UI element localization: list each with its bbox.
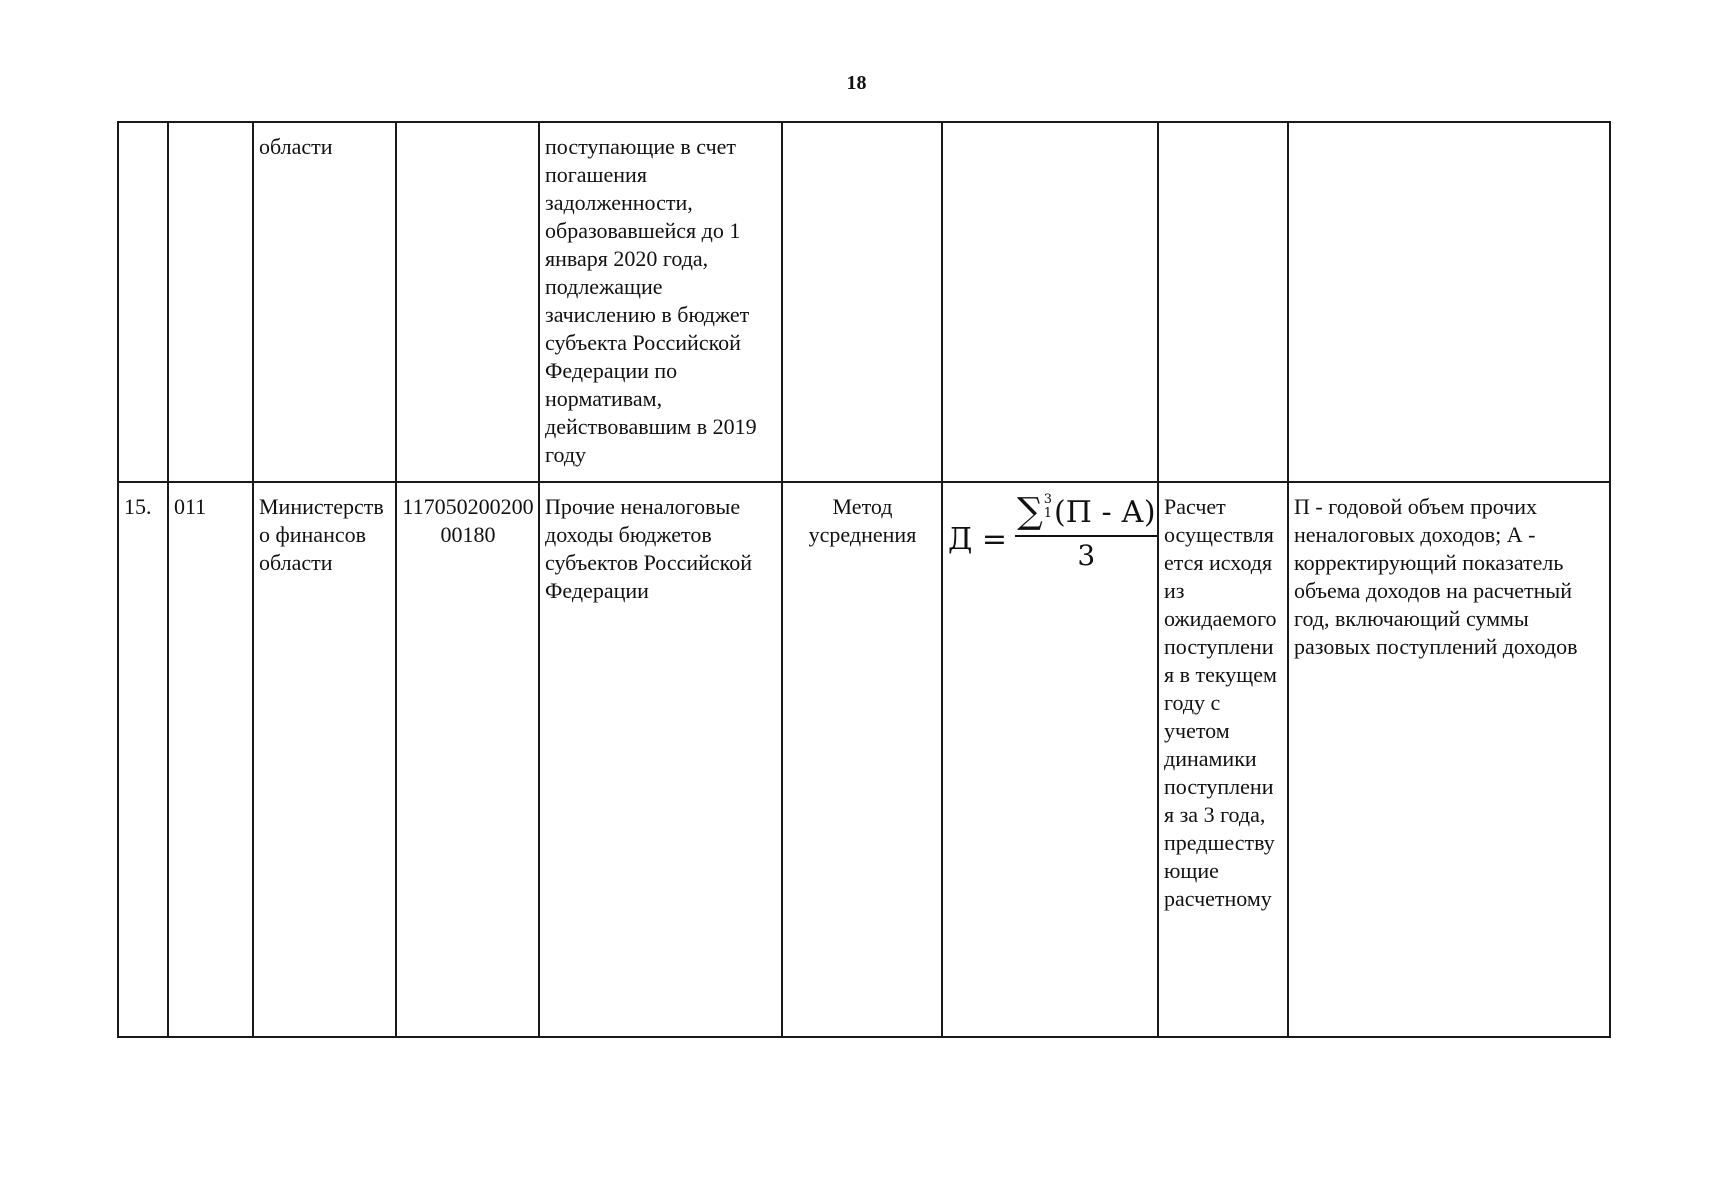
formula-lhs: Д = bbox=[948, 522, 1008, 557]
formula-denominator: 3 bbox=[1077, 539, 1096, 572]
formula-fraction bbox=[1015, 493, 1157, 573]
cell-description: П - годовой объем прочих неналоговых доходов; А - корректирующий показатель объема доходов на расчетный год, включающий суммы разовых поступлений доходов bbox=[1288, 482, 1610, 1037]
formula-expression: (П - А) bbox=[1054, 495, 1156, 530]
cell-formula bbox=[942, 482, 1158, 1037]
cell-chapter: 011 bbox=[168, 482, 253, 1037]
table-row-continuation bbox=[118, 122, 1610, 482]
cell-method: Метод усреднения bbox=[782, 482, 942, 1037]
cell-administrator: Министерство финансов области bbox=[253, 482, 396, 1037]
cell-revenue-name: поступающие в счет погашения задолженности, образовавшейся до 1 января 2020 года, подлежащие зачислению в бюджет субъекта Российской Федерации по нормативам, действовавшим в 2019 году bbox=[539, 122, 782, 482]
cell-number bbox=[118, 122, 168, 482]
sum-limits bbox=[1044, 493, 1052, 521]
cell-formula bbox=[942, 122, 1158, 482]
sigma-symbol: ∑ bbox=[1017, 491, 1043, 532]
formula-numerator bbox=[1015, 493, 1157, 537]
revenue-forecast-table bbox=[117, 121, 1611, 1038]
cell-number: 15. bbox=[118, 482, 168, 1037]
cell-algorithm bbox=[1158, 122, 1288, 482]
cell-method bbox=[782, 122, 942, 482]
cell-revenue-name: Прочие неналоговые доходы бюджетов субъектов Российской Федерации bbox=[539, 482, 782, 1037]
cell-algorithm: Расчет осуществляется исходя из ожидаемого поступления в текущем году с учетом динамики поступления за 3 года, предшествующие расчетному bbox=[1158, 482, 1288, 1037]
cell-kbk-code bbox=[396, 122, 539, 482]
cell-kbk-code: 11705020020000180 bbox=[396, 482, 539, 1037]
averaging-formula bbox=[948, 491, 1156, 573]
sum-upper-limit: 3 bbox=[1043, 492, 1053, 507]
cell-chapter bbox=[168, 122, 253, 482]
sum-lower-limit: 1 bbox=[1043, 506, 1053, 521]
cell-administrator: области bbox=[253, 122, 396, 482]
cell-description bbox=[1288, 122, 1610, 482]
page-number: 18 bbox=[846, 72, 867, 94]
table-row-15 bbox=[118, 482, 1610, 1037]
